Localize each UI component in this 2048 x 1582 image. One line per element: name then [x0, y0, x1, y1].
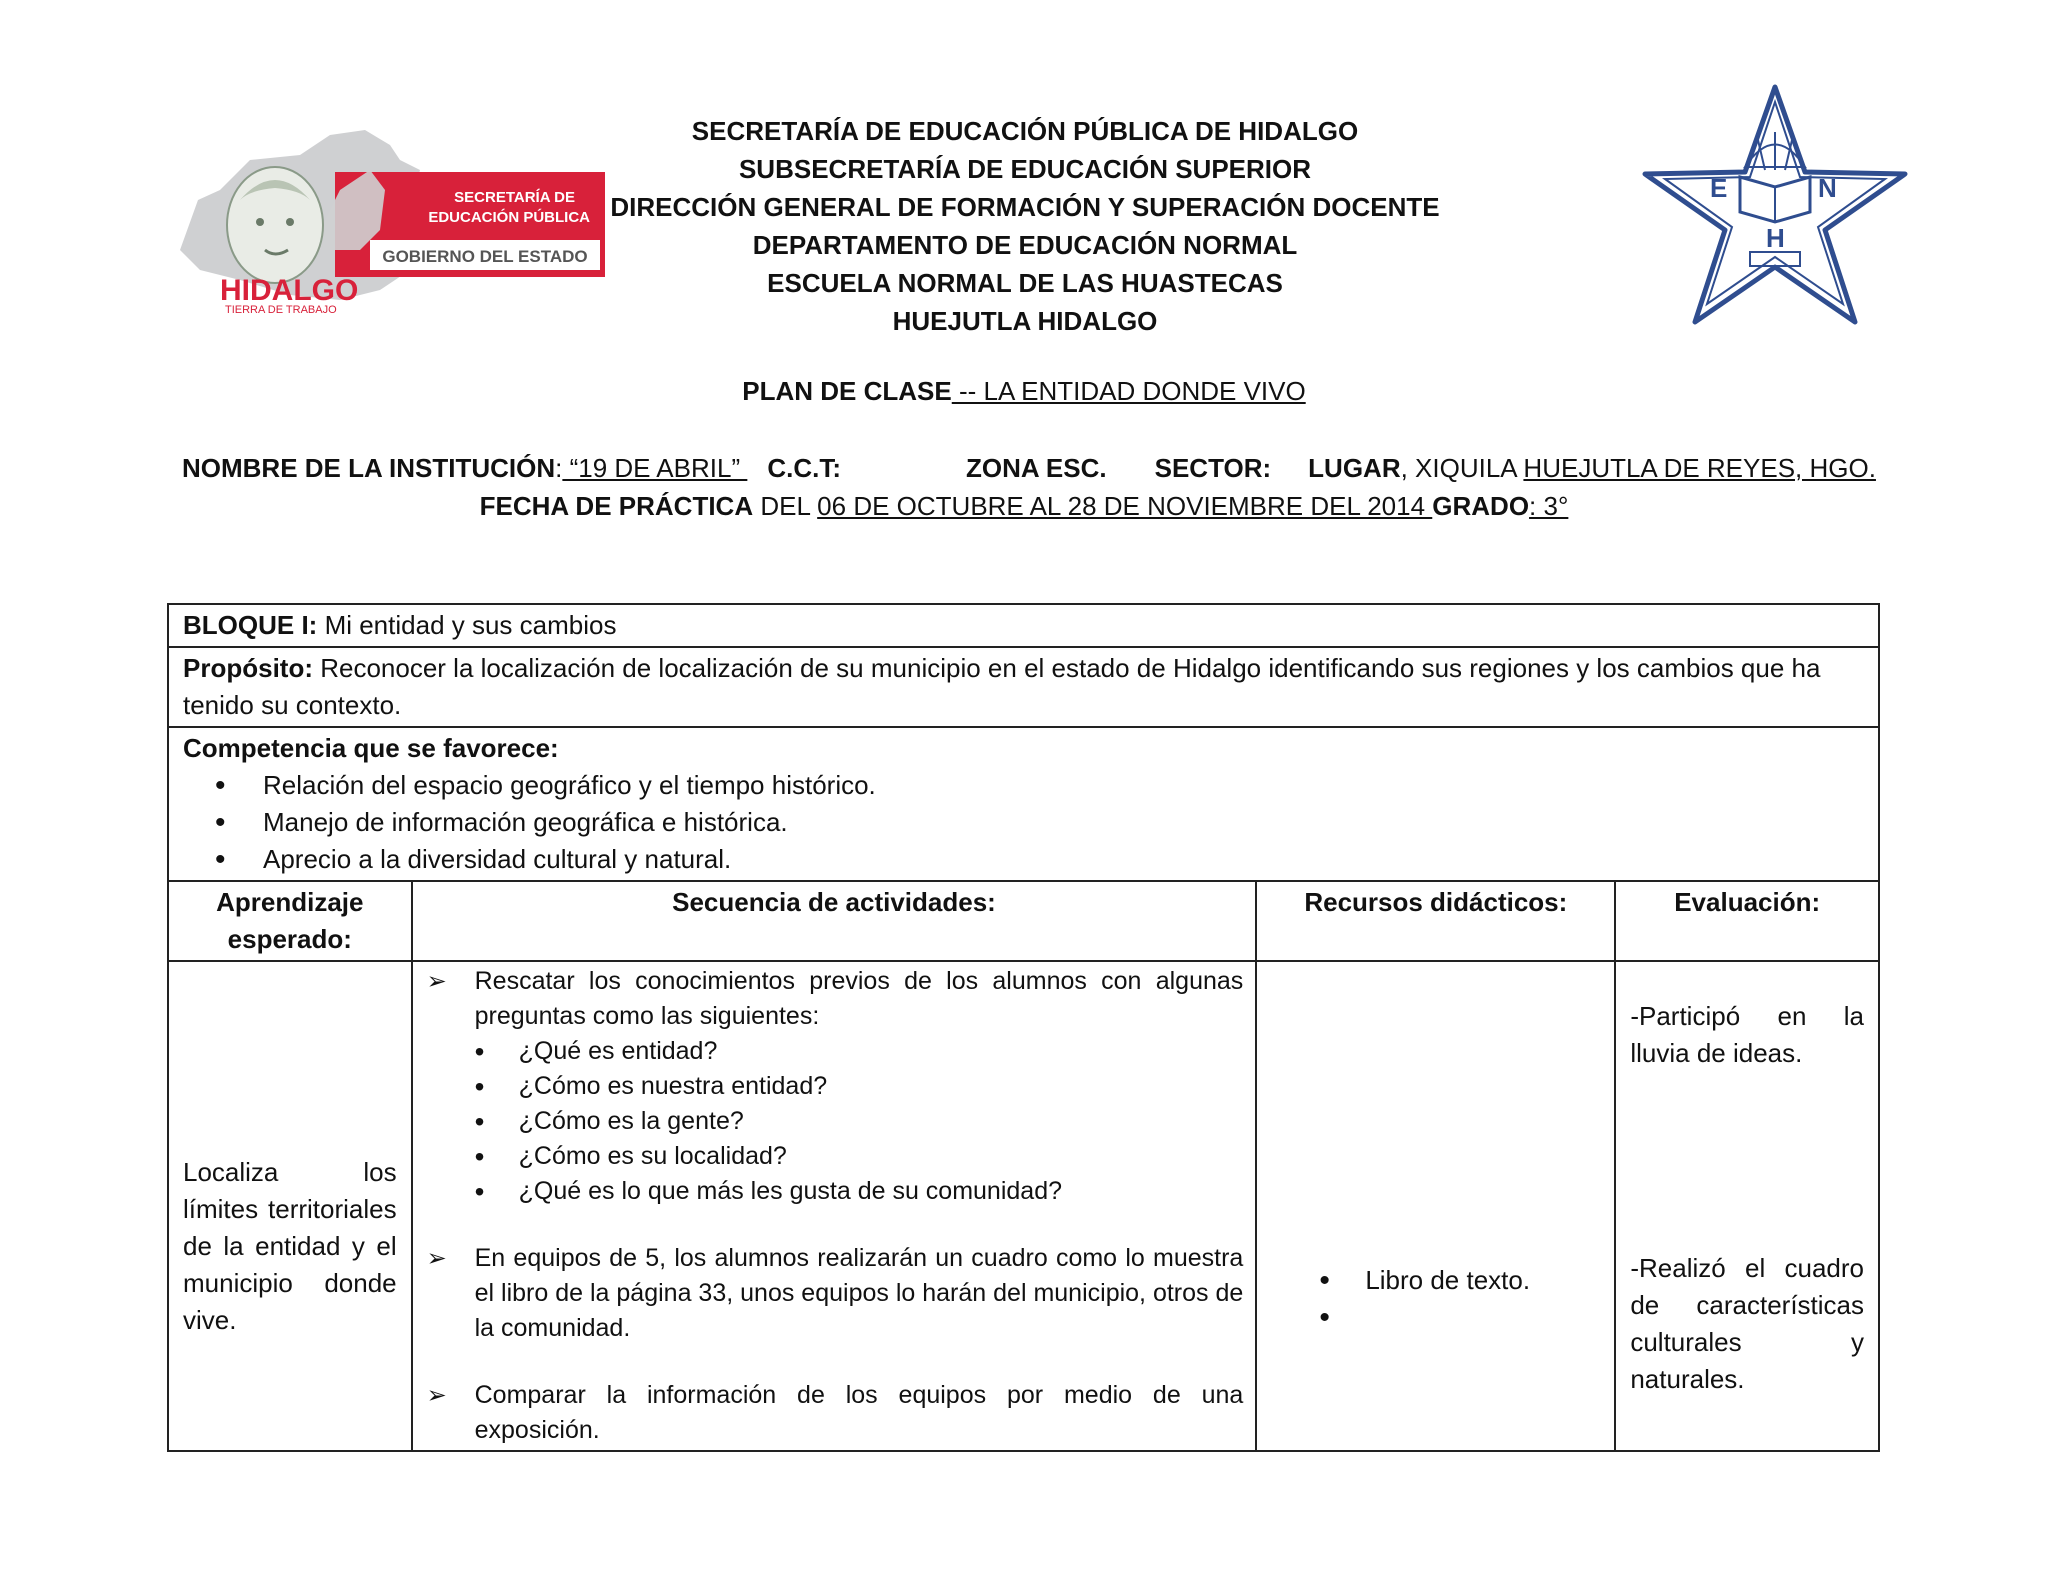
lugar-label: LUGAR	[1308, 453, 1401, 483]
question-item: • ¿Qué es entidad?	[519, 1034, 1244, 1069]
plan-topic: -- LA ENTIDAD DONDE VIVO	[951, 376, 1306, 406]
bloque-label: BLOQUE I:	[183, 610, 318, 640]
institution-line	[182, 453, 1882, 484]
secuencia-cell	[412, 961, 1257, 1451]
question-item: • ¿Qué es lo que más les gusta de su comunidad?	[519, 1174, 1244, 1209]
evaluacion-item-2: -Realizó el cuadro de características culturales y naturales.	[1630, 1253, 1864, 1394]
cct-label: C.C.T:	[767, 453, 842, 483]
proposito-cell	[168, 647, 1879, 727]
competencia-item: • Relación del espacio geográfico y el tiempo histórico.	[263, 767, 1864, 804]
zona-label: ZONA ESC.	[966, 453, 1107, 483]
institution-colon: :	[555, 453, 563, 483]
lugar-value: , XIQUILA	[1400, 453, 1524, 483]
bloque-value: Mi entidad y sus cambios	[317, 610, 617, 640]
evaluacion-cell	[1615, 961, 1879, 1451]
recurso-item	[1365, 1299, 1600, 1336]
logo-letter-n: N	[1818, 173, 1837, 203]
competencia-row	[168, 727, 1879, 881]
aprendizaje-cell: Localiza los límites territoriales de la entidad y el municipio donde vive.	[168, 961, 412, 1451]
practice-label: FECHA DE PRÁCTICA	[479, 491, 754, 521]
arrow-bullet-icon: ➢	[426, 968, 447, 995]
logo-brand: HIDALGO	[220, 274, 359, 307]
competencia-list	[183, 767, 1864, 878]
plan-label: PLAN DE CLASE	[742, 376, 952, 406]
arrow-bullet-icon: ➢	[426, 1382, 447, 1409]
org-line-6: HUEJUTLA HIDALGO	[892, 306, 1158, 336]
recurso-item: • Libro de texto.	[1365, 1262, 1600, 1299]
logo-letter-e: E	[1710, 173, 1728, 203]
question-item: • ¿Cómo es la gente?	[519, 1104, 1244, 1139]
activity-1	[427, 964, 1244, 1034]
header-row	[168, 881, 1879, 961]
practice-del: DEL	[753, 491, 818, 521]
logo-text-line2: EDUCACIÓN PÚBLICA	[428, 209, 590, 226]
bloque-cell	[168, 604, 1879, 647]
institution-name: “19 DE ABRIL”	[562, 453, 748, 483]
org-line-4: DEPARTAMENTO DE EDUCACIÓN NORMAL	[752, 230, 1298, 260]
practice-date-line	[0, 491, 2048, 522]
activity-2	[427, 1241, 1244, 1346]
plan-title	[0, 376, 2048, 407]
content-row	[168, 961, 1879, 1451]
competencia-item: • Aprecio a la diversidad cultural y natural.	[263, 841, 1864, 878]
proposito-value: Reconocer la localización de localización de su municipio en el estado de Hidalgo identificando sus regiones y los cambios que ha tenido su contexto.	[183, 653, 1821, 720]
logo-tagline: TIERRA DE TRABAJO	[225, 304, 337, 315]
question-item: • ¿Cómo es su localidad?	[519, 1139, 1244, 1174]
escuela-normal-star-logo	[1640, 82, 1910, 332]
grado-label: GRADO	[1432, 491, 1530, 521]
activity-2-text: En equipos de 5, los alumnos realizarán un cuadro como lo muestra el libro de la página 33, unos equipos lo harán del municipio, otros de la comunidad.	[474, 1244, 1244, 1342]
logo-text-line3: GOBIERNO DEL ESTADO	[382, 247, 588, 266]
activity-1-text: Rescatar los conocimientos previos de los alumnos con algunas preguntas como las siguientes:	[474, 967, 1244, 1030]
question-list	[427, 1034, 1244, 1209]
activity-3	[427, 1378, 1244, 1448]
org-line-1: SECRETARÍA DE EDUCACIÓN PÚBLICA DE HIDALGO	[691, 116, 1359, 146]
proposito-row	[168, 647, 1879, 727]
recursos-list	[1271, 1262, 1600, 1336]
logo-letter-h: H	[1766, 223, 1785, 253]
logo-text-line1: SECRETARÍA DE	[454, 189, 575, 206]
institution-label: NOMBRE DE LA INSTITUCIÓN	[182, 453, 556, 483]
activity-3-text: Comparar la información de los equipos por medio de una exposición.	[474, 1381, 1244, 1444]
arrow-bullet-icon: ➢	[426, 1245, 447, 1272]
question-item: • ¿Cómo es nuestra entidad?	[519, 1069, 1244, 1104]
grado-value: : 3°	[1529, 491, 1569, 521]
practice-dates: 06 DE OCTUBRE AL 28 DE NOVIEMBRE DEL 2014	[817, 491, 1433, 521]
hidalgo-government-logo	[180, 130, 605, 315]
institution-header	[560, 112, 1490, 340]
header-recursos: Recursos didácticos:	[1256, 881, 1615, 961]
lugar-place: HUEJUTLA DE REYES, HGO.	[1523, 453, 1876, 483]
bloque-row	[168, 604, 1879, 647]
header-aprendizaje: Aprendizaje esperado:	[168, 881, 412, 961]
org-line-2: SUBSECRETARÍA DE EDUCACIÓN SUPERIOR	[738, 154, 1312, 184]
competencia-cell	[168, 727, 1879, 881]
proposito-label: Propósito:	[183, 653, 313, 683]
competencia-item: • Manejo de información geográfica e histórica.	[263, 804, 1864, 841]
recursos-cell	[1256, 961, 1615, 1451]
header-evaluacion: Evaluación:	[1615, 881, 1879, 961]
plan-table	[167, 603, 1880, 1452]
header-secuencia: Secuencia de actividades:	[412, 881, 1257, 961]
org-line-5: ESCUELA NORMAL DE LAS HUASTECAS	[767, 268, 1283, 298]
competencia-label: Competencia que se favorece:	[183, 733, 559, 763]
org-line-3: DIRECCIÓN GENERAL DE FORMACIÓN Y SUPERACIÓN DOCENTE	[610, 192, 1440, 222]
sector-label: SECTOR:	[1154, 453, 1272, 483]
evaluacion-item-1: -Participó en la lluvia de ideas.	[1630, 1001, 1864, 1068]
